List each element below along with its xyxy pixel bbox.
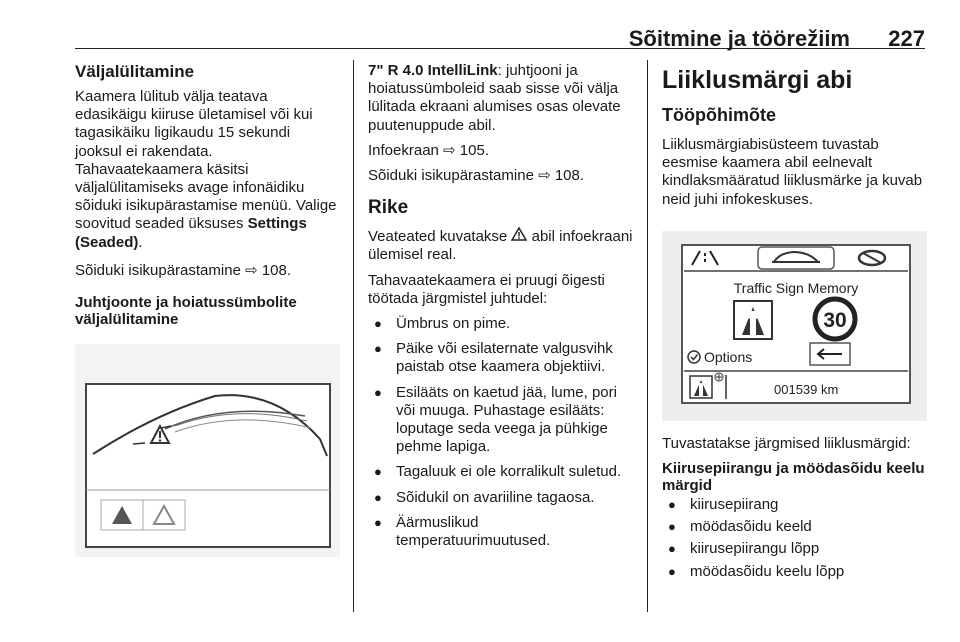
- list-item: ● Tagaluuk ei ole korralikult suletud.: [368, 463, 633, 481]
- speed-limit-sign: [815, 299, 855, 339]
- paragraph: Tahavaatekaamera ei pruugi õigesti töötada järgmistel juhtudel:: [368, 271, 605, 307]
- subheading: Juhtjoonte ja hoiatussümbolite väljalülitamine: [75, 294, 297, 329]
- header-title: Sõitmine ja töörežiim: [628, 26, 850, 51]
- list-item: ● kiirusepiirangu lõpp: [662, 540, 927, 558]
- column-divider: [647, 60, 648, 612]
- cross-reference: Sõiduki isikupärastamine ⇨ 108.: [368, 167, 585, 185]
- text: .: [138, 233, 143, 251]
- paragraph: Tuvastatakse järgmised liiklusmärgid:: [662, 434, 911, 452]
- chapter-title: Liiklusmärgi abi: [662, 66, 853, 94]
- cross-reference: Infoekraan ⇨ 105.: [368, 141, 489, 159]
- warning-icon: [511, 227, 527, 241]
- traffic-sign-display-figure: [662, 231, 927, 421]
- column-right: [662, 62, 927, 585]
- traffic-sign-display: [662, 231, 927, 421]
- paragraph: Kaamera lülitub välja teatava edasikäigu kiiruse ületamisel või kui tagasikäiku ligikaudu 15 sekundi jooksul ei rakendata.: [75, 88, 313, 160]
- page-number: 227: [888, 26, 925, 51]
- paragraph: [75, 161, 340, 252]
- paragraph: [368, 62, 633, 135]
- column-left: [75, 62, 340, 557]
- rear-camera-illustration: [75, 344, 340, 557]
- text: Tahavaatekaamera käsitsi väljalülitamiseks avage infonäidiku sõiduki isikupärastamise menüü. Valige soovitud seaded üksuses: [75, 160, 337, 233]
- list-item: ● Ümbrus on pime.: [368, 315, 633, 333]
- list-item: ● möödasõidu keelu lõpp: [662, 563, 927, 581]
- bullet-list: [368, 315, 633, 550]
- paragraph: [368, 227, 633, 264]
- section-heading: Väljalülitamine: [75, 62, 195, 81]
- cross-reference: Sõiduki isikupärastamine ⇨ 108.: [75, 261, 292, 279]
- warning-symbol-toggle-icon[interactable]: [143, 500, 185, 530]
- section-heading: Tööpõhimõte: [662, 105, 776, 125]
- list-item: ● möödasõidu keeld: [662, 518, 927, 536]
- speed-limit-value: 30: [823, 308, 847, 332]
- list-item: ● Esilääts on kaetud jää, lume, pori või muuga. Puhastage esilääts: loputage seda veega ja pühkige pehme lapiga.: [368, 384, 633, 457]
- options-label: Options: [704, 348, 753, 365]
- rear-camera-figure: [75, 344, 340, 557]
- list-item: ● Päike või esilaternate valgusvihk paistab otse kaamera objektiivi.: [368, 340, 633, 376]
- text: Veateated kuvatakse: [368, 228, 512, 246]
- back-arrow-icon[interactable]: [810, 343, 850, 365]
- odometer-readout: 001539 km: [774, 381, 839, 397]
- section-heading: Rike: [368, 197, 409, 219]
- settings-label: Settings (Seaded): [75, 215, 307, 251]
- motorway-small-icon: [690, 376, 712, 398]
- tab-car[interactable]: [758, 247, 834, 269]
- text: : juhtjooni ja hoiatussümboleid saab sisse või välja lülitada ekraani alumises osas olevate puutenuppude abil.: [368, 62, 621, 134]
- guideline-toggle-icon[interactable]: [101, 500, 143, 530]
- list-item: ● Sõidukil on avariiline tagaosa.: [368, 489, 633, 507]
- page-header: [75, 26, 925, 49]
- motorway-sign-icon: [734, 301, 772, 339]
- display-title: Traffic Sign Memory: [733, 279, 859, 296]
- column-middle: [368, 62, 633, 557]
- product-name: 7" R 4.0 IntelliLink: [368, 62, 498, 79]
- list-item: ● Äärmuslikud temperatuurimuutused.: [368, 514, 633, 550]
- bullet-list: [662, 496, 927, 581]
- list-item: ● kiirusepiirang: [662, 496, 927, 514]
- text: abil infoekraani ülemisel real.: [368, 228, 633, 264]
- paragraph: Liiklusmärgiabisüsteem tuvastab eesmise kaamera abil eelnevalt kindlaksmääratud liiklusmärke ja kuvab neid juhi infokeskuses.: [662, 136, 923, 208]
- column-divider: [353, 60, 354, 612]
- subheading: Kiirusepiirangu ja möödasõidu keelu märgid: [662, 460, 925, 495]
